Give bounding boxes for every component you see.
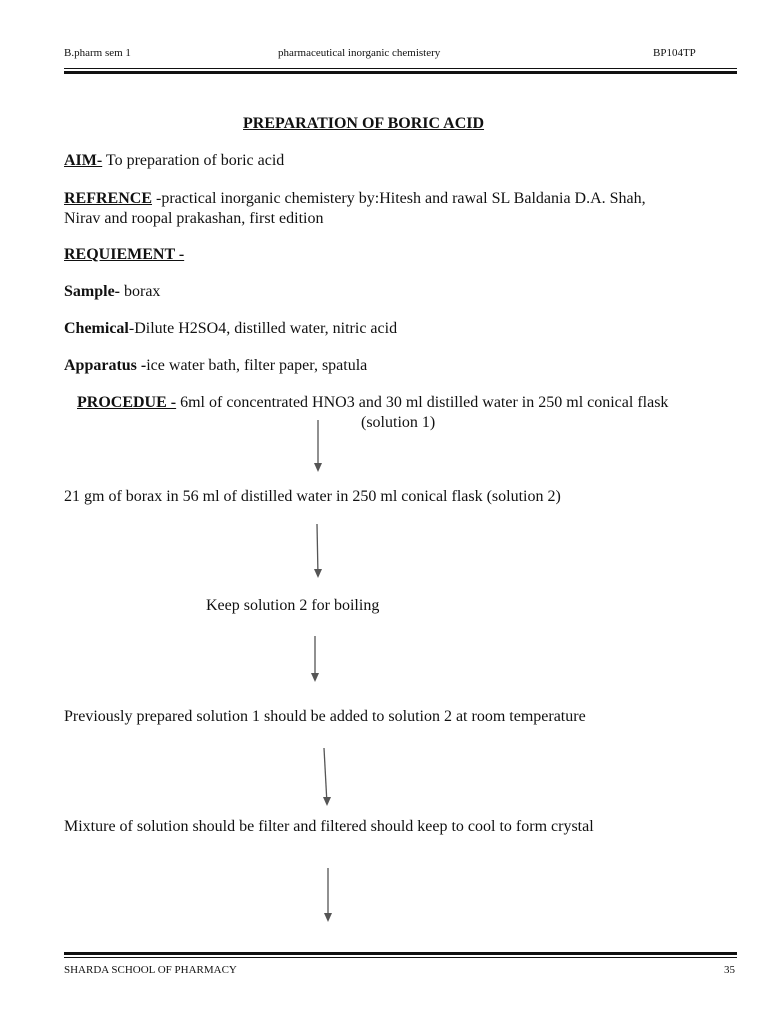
chemical-text: -Dilute H2SO4, distilled water, nitric acid (128, 320, 398, 337)
footer-rule-thin (64, 957, 737, 958)
arrow-2-head (314, 569, 322, 578)
procedure-step1-line-2: (solution 1) (361, 414, 436, 431)
procedure-step-3: Keep solution 2 for boiling (206, 597, 380, 614)
requirement-heading: REQUIEMENT - (64, 246, 185, 263)
footer-rule-thick (64, 952, 737, 955)
header-left: B.pharm sem 1 (64, 47, 131, 59)
arrow-2 (317, 524, 318, 576)
arrow-4 (324, 748, 327, 804)
aim-text: To preparation of boric acid (102, 152, 285, 169)
sample-text: borax (120, 283, 161, 300)
procedure-step-4: Previously prepared solution 1 should be added to solution 2 at room temperature (64, 708, 586, 725)
procedure-step-5: Mixture of solution should be filter and filtered should keep to cool to form crystal (64, 818, 594, 835)
chemical-label: Chemical (64, 320, 129, 337)
header-right: BP104TP (653, 47, 696, 59)
arrow-3-head (311, 673, 319, 682)
footer-school: SHARDA SCHOOL OF PHARMACY (64, 964, 237, 976)
procedure-label: PROCEDUE - (77, 394, 177, 411)
procedure-step1-text: 6ml of concentrated HNO3 and 30 ml distilled water in 250 ml conical flask (176, 394, 669, 411)
arrow-4-head (323, 797, 331, 806)
reference-line-2: Nirav and roopal prakashan, first edition (64, 210, 324, 227)
page-title: PREPARATION OF BORIC ACID (243, 115, 485, 132)
reference-label: REFRENCE (64, 190, 153, 207)
procedure-step-2: 21 gm of borax in 56 ml of distilled water in 250 ml conical flask (solution 2) (64, 488, 561, 505)
reference-text-1: -practical inorganic chemistery by:Hitesh and rawal SL Baldania D.A. Shah, (152, 190, 646, 207)
sample-label: Sample- (64, 283, 120, 300)
header-center: pharmaceutical inorganic chemistery (278, 47, 441, 59)
aim-label: AIM- (64, 152, 103, 169)
page-number: 35 (724, 964, 735, 976)
apparatus-label: Apparatus - (64, 357, 147, 374)
arrow-5-head (324, 913, 332, 922)
apparatus-text: ice water bath, filter paper, spatula (146, 357, 368, 374)
arrow-1-head (314, 463, 322, 472)
